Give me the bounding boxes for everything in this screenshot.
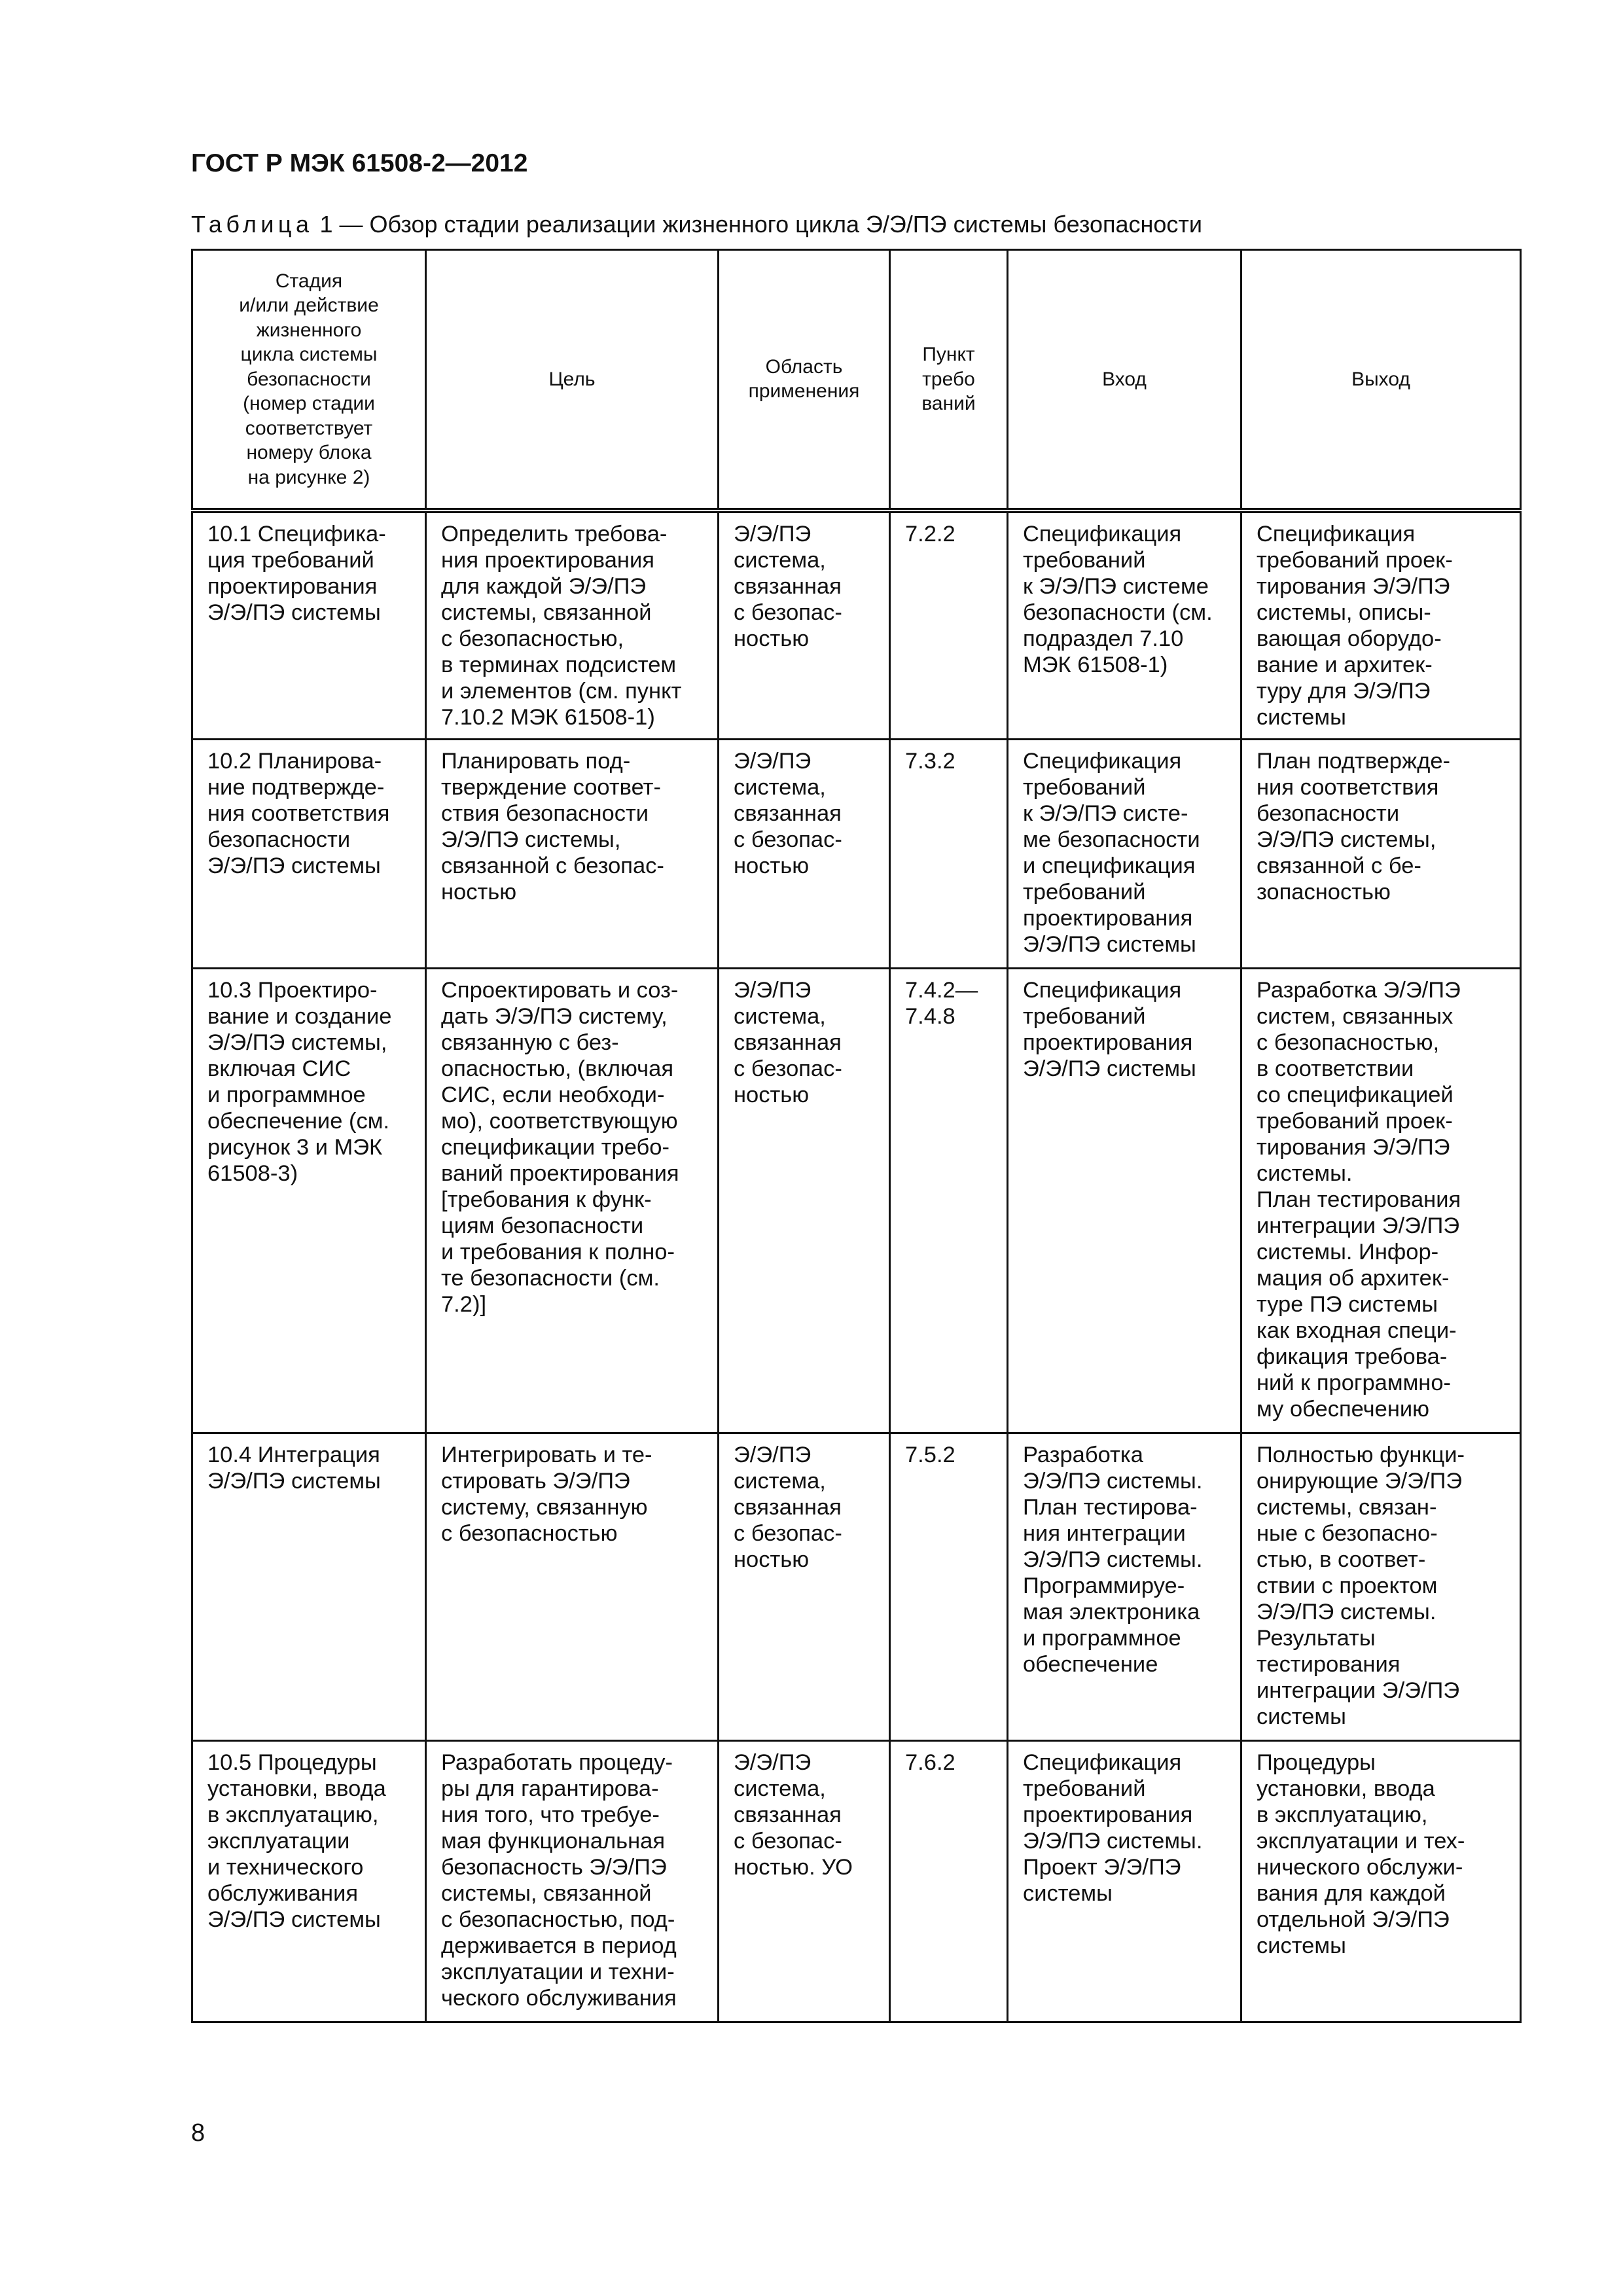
cell-scope: Э/Э/ПЭ система, связанная с безопас- ностью <box>719 740 890 969</box>
cell-scope: Э/Э/ПЭ система, связанная с безопас- ностью <box>719 511 890 740</box>
cell-input: Спецификация требований к Э/Э/ПЭ систе- ме безопасности и спецификация требований проектирования Э/Э/ПЭ системы <box>1008 740 1241 969</box>
cell-input: Разработка Э/Э/ПЭ системы. План тестирова- ния интеграции Э/Э/ПЭ системы. Программируе- мая электроника и программное обеспечение <box>1008 1433 1241 1741</box>
cell-input: Спецификация требований проектирования Э/Э/ПЭ системы <box>1008 969 1241 1433</box>
column-header-goal: Цель <box>426 250 719 511</box>
cell-goal: Спроектировать и соз- дать Э/Э/ПЭ систему, связанную с без- опасностью, (включая СИС, если необходи- мо), соответствующую спецификации требо- ваний проектирования [требования к функ- циям безопасности и требования к полно- те безопасности (см. 7.2)] <box>426 969 719 1433</box>
table-row <box>192 1433 1521 1741</box>
cell-output: Процедуры установки, ввода в эксплуатацию, эксплуатации и тех- нического обслужи- вания для каждой отдельной Э/Э/ПЭ системы <box>1241 1741 1521 2022</box>
cell-stage: 10.5 Процедуры установки, ввода в эксплуатацию, эксплуатации и технического обслуживания Э/Э/ПЭ системы <box>192 1741 426 2022</box>
cell-scope: Э/Э/ПЭ система, связанная с безопас- ностью <box>719 969 890 1433</box>
table-header-row <box>192 250 1521 511</box>
table-row <box>192 1741 1521 2022</box>
cell-clause: 7.3.2 <box>890 740 1008 969</box>
table-row <box>192 511 1521 740</box>
cell-output: Полностью функци- онирующие Э/Э/ПЭ системы, связан- ные с безопасно- стью, в соответ- ствии с проектом Э/Э/ПЭ системы. Результаты тестирования интеграции Э/Э/ПЭ системы <box>1241 1433 1521 1741</box>
table-caption <box>191 211 1202 238</box>
cell-clause: 7.5.2 <box>890 1433 1008 1741</box>
cell-output: Спецификация требований проек- тирования Э/Э/ПЭ системы, описы- вающая оборудо- вание и архитек- туру для Э/Э/ПЭ системы <box>1241 511 1521 740</box>
table-row <box>192 969 1521 1433</box>
cell-input: Спецификация требований проектирования Э/Э/ПЭ системы. Проект Э/Э/ПЭ системы <box>1008 1741 1241 2022</box>
cell-scope: Э/Э/ПЭ система, связанная с безопас- ностью <box>719 1433 890 1741</box>
table-row <box>192 740 1521 969</box>
cell-stage: 10.2 Планирова- ние подтвержде- ния соответствия безопасности Э/Э/ПЭ системы <box>192 740 426 969</box>
cell-input: Спецификация требований к Э/Э/ПЭ системе безопасности (см. подраздел 7.10 МЭК 61508-1) <box>1008 511 1241 740</box>
cell-scope: Э/Э/ПЭ система, связанная с безопас- ностью. УО <box>719 1741 890 2022</box>
cell-goal: Интегрировать и те- стировать Э/Э/ПЭ систему, связанную с безопасностью <box>426 1433 719 1741</box>
caption-text: 1 — Обзор стадии реализации жизненного цикла Э/Э/ПЭ системы безопасности <box>313 211 1202 238</box>
column-header-stage: Стадия и/или действие жизненного цикла системы безопасности (номер стадии соответствует номеру блока на рисунке 2) <box>192 250 426 511</box>
caption-prefix: Таблица <box>191 211 313 238</box>
document-header: ГОСТ Р МЭК 61508-2—2012 <box>191 149 528 177</box>
cell-output: Разработка Э/Э/ПЭ систем, связанных с безопасностью, в соответствии со спецификацией требований проек- тирования Э/Э/ПЭ системы. План тестирования интеграции Э/Э/ПЭ системы. Инфор- мация об архитек- туре ПЭ системы как входная специ- фикация требова- ний к программно- му обеспечению <box>1241 969 1521 1433</box>
cell-goal: Разработать процеду- ры для гарантирова- ния того, что требуе- мая функциональная безопасность Э/Э/ПЭ системы, связанной с безопасностью, под- держивается в период эксплуатации и техни- ческого обслуживания <box>426 1741 719 2022</box>
column-header-output: Выход <box>1241 250 1521 511</box>
column-header-scope: Область применения <box>719 250 890 511</box>
cell-clause: 7.4.2— 7.4.8 <box>890 969 1008 1433</box>
cell-stage: 10.4 Интеграция Э/Э/ПЭ системы <box>192 1433 426 1741</box>
cell-stage: 10.1 Специфика- ция требований проектирования Э/Э/ПЭ системы <box>192 511 426 740</box>
column-header-input: Вход <box>1008 250 1241 511</box>
column-header-clause: Пункт требо ваний <box>890 250 1008 511</box>
lifecycle-table <box>191 249 1520 2023</box>
page-number: 8 <box>191 2119 205 2147</box>
cell-goal: Определить требова- ния проектирования для каждой Э/Э/ПЭ системы, связанной с безопасностью, в терминах подсистем и элементов (см. пункт 7.10.2 МЭК 61508-1) <box>426 511 719 740</box>
cell-stage: 10.3 Проектиро- вание и создание Э/Э/ПЭ системы, включая СИС и программное обеспечение (см. рисунок 3 и МЭК 61508-3) <box>192 969 426 1433</box>
cell-output: План подтвержде- ния соответствия безопасности Э/Э/ПЭ системы, связанной с бе- зопасностью <box>1241 740 1521 969</box>
cell-goal: Планировать под- тверждение соответ- ствия безопасности Э/Э/ПЭ системы, связанной с безопас- ностью <box>426 740 719 969</box>
cell-clause: 7.6.2 <box>890 1741 1008 2022</box>
cell-clause: 7.2.2 <box>890 511 1008 740</box>
